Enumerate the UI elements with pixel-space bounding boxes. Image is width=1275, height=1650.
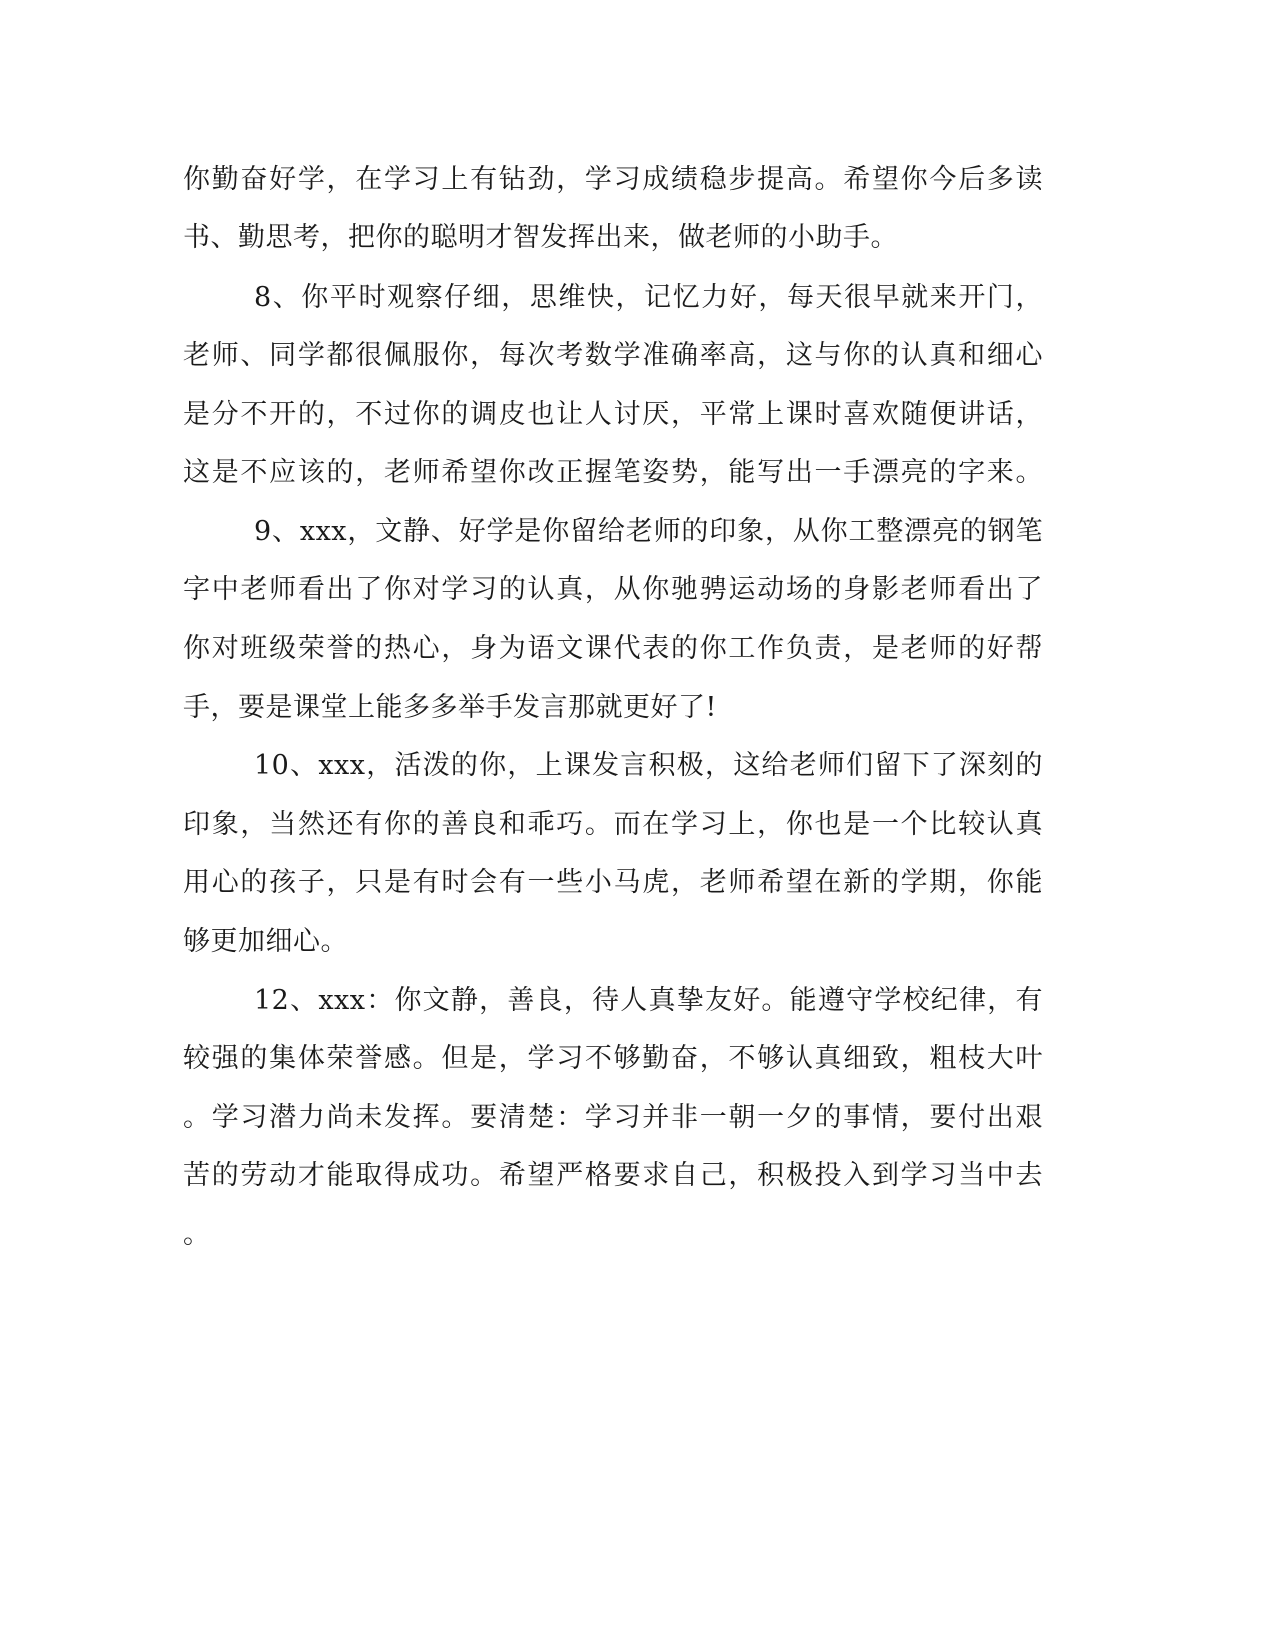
paragraph-9-line-3: 你对班级荣誉的热心，身为语文课代表的你工作负责，是老师的好帮	[183, 633, 1043, 664]
paragraph-9-line-4: 手，要是课堂上能多多举手发言那就更好了!	[183, 692, 717, 723]
paragraph-9-line-2: 字中老师看出了你对学习的认真，从你驰骋运动场的身影老师看出了	[183, 574, 1043, 605]
paragraph-12-line-1: 12、xxx：你文静，善良，待人真挚友好。能遵守学校纪律，有	[254, 985, 1043, 1016]
paragraph-8-line-3: 是分不开的，不过你的调皮也让人讨厌，平常上课时喜欢随便讲话，	[183, 399, 1043, 430]
paragraph-10-line-1: 10、xxx，活泼的你，上课发言积极，这给老师们留下了深刻的	[254, 750, 1043, 781]
paragraph-8-line-1: 8、你平时观察仔细，思维快，记忆力好，每天很早就来开门，	[254, 282, 1043, 313]
paragraph-10-line-3: 用心的孩子，只是有时会有一些小马虎，老师希望在新的学期，你能	[183, 867, 1043, 898]
paragraph-9-line-1: 9、xxx，文静、好学是你留给老师的印象，从你工整漂亮的钢笔	[254, 516, 1043, 547]
paragraph-8-line-4: 这是不应该的，老师希望你改正握笔姿势，能写出一手漂亮的字来。	[183, 457, 1043, 488]
paragraph-12-line-4: 苦的劳动才能取得成功。希望严格要求自己，积极投入到学习当中去	[183, 1160, 1043, 1191]
paragraph-10-line-4: 够更加细心。	[183, 926, 348, 957]
paragraph-12-line-3: 。学习潜力尚未发挥。要清楚：学习并非一朝一夕的事情，要付出艰	[183, 1102, 1043, 1133]
paragraph-8-line-2: 老师、同学都很佩服你，每次考数学准确率高，这与你的认真和细心	[183, 340, 1043, 371]
paragraph-7-line-2: 书、勤思考，把你的聪明才智发挥出来，做老师的小助手。	[183, 222, 898, 253]
paragraph-10-line-2: 印象，当然还有你的善良和乖巧。而在学习上，你也是一个比较认真	[183, 809, 1043, 840]
paragraph-12-line-2: 较强的集体荣誉感。但是，学习不够勤奋，不够认真细致，粗枝大叶	[183, 1043, 1043, 1074]
paragraph-12-line-5: 。	[183, 1219, 211, 1250]
paragraph-7-line-1: 你勤奋好学，在学习上有钻劲，学习成绩稳步提高。希望你今后多读	[183, 164, 1043, 195]
